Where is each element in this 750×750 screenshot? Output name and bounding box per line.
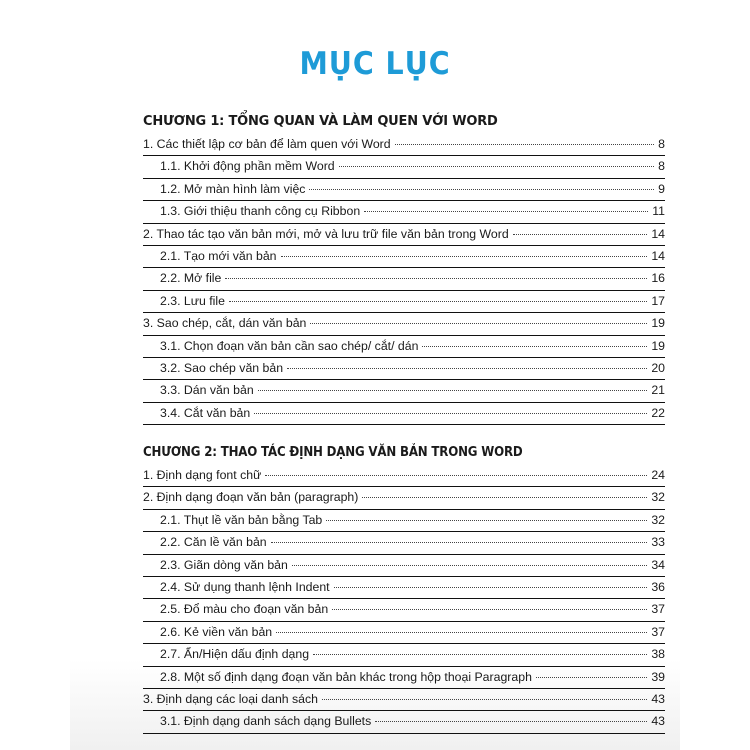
toc-entry-label: 2. Thao tác tạo văn bản mới, mở và lưu trữ file văn bản trong Word <box>143 226 509 241</box>
dot-leader <box>258 389 648 391</box>
dot-leader <box>313 653 647 655</box>
toc-entry <box>143 156 665 178</box>
dot-leader <box>287 367 647 369</box>
toc-entry-label: 3.2. Sao chép văn bản <box>160 360 284 375</box>
toc-entry-label: 2.3. Lưu file <box>160 293 225 308</box>
dot-leader <box>362 496 647 498</box>
chapter-heading: CHƯƠNG 1: TỔNG QUAN VÀ LÀM QUEN VỚI WORD <box>143 114 498 129</box>
dot-leader <box>422 345 647 347</box>
dot-leader <box>536 676 647 678</box>
toc-entry-label: 3.1. Chọn đoạn văn bản cần sao chép/ cắt/ dán <box>160 338 419 353</box>
toc-entry <box>143 510 665 532</box>
toc-entry-page-number: 32 <box>651 490 665 505</box>
toc-entry-page-number: 34 <box>651 557 665 572</box>
toc-entry-label: 1. Các thiết lập cơ bản để làm quen với Word <box>143 137 391 151</box>
toc-entry-label: 2.1. Thụt lề văn bản bằng Tab <box>160 512 323 527</box>
toc-entry-page-number: 11 <box>652 204 665 219</box>
toc-entry-label: 2.4. Sử dụng thanh lệnh Indent <box>160 580 330 595</box>
toc-entry-label: 3.4. Cắt văn bản <box>160 405 251 420</box>
toc-entry-page-number: 22 <box>651 405 665 420</box>
toc-entry-label: 3.1. Định dạng danh sách dạng Bullets <box>160 714 372 729</box>
document-page <box>70 0 680 750</box>
toc-entry <box>143 179 665 201</box>
toc-entry <box>143 577 665 599</box>
toc-entry <box>143 532 665 554</box>
toc-entry <box>143 336 665 358</box>
dot-leader <box>265 474 647 476</box>
toc-entry <box>143 465 665 487</box>
toc-entry <box>143 403 665 425</box>
toc-entry-page-number: 36 <box>651 580 665 595</box>
toc-entry <box>143 268 665 290</box>
dot-leader <box>364 210 648 212</box>
toc-entry <box>143 622 665 644</box>
toc-entry-label: 2.8. Một số định dạng đoạn văn bản khác trong hộp thoại Paragraph <box>160 669 532 684</box>
toc-entry <box>143 711 665 733</box>
chapter-heading: CHƯƠNG 2: THAO TÁC ĐỊNH DẠNG VĂN BẢN TRONG WORD <box>143 445 523 461</box>
toc-entry <box>143 555 665 577</box>
toc-entry-label: 2.6. Kẻ viền văn bản <box>160 624 273 639</box>
dot-leader <box>310 322 647 324</box>
toc-entry-label: 1.3. Giới thiệu thanh công cụ Ribbon <box>160 204 361 219</box>
toc-entry <box>143 689 665 711</box>
toc-entry-label: 1. Định dạng font chữ <box>143 468 262 483</box>
toc-entry-page-number: 24 <box>651 468 665 483</box>
toc-entry-page-number: 16 <box>651 271 665 286</box>
toc-entry-label: 2.5. Đổ màu cho đoạn văn bản <box>160 602 329 617</box>
dot-leader <box>332 608 647 610</box>
toc-entry <box>143 313 665 335</box>
toc-entry-page-number: 14 <box>651 248 665 263</box>
toc-entry <box>143 246 665 268</box>
toc-entry <box>143 644 665 666</box>
toc-entry <box>143 487 665 509</box>
toc-entry-page-number: 32 <box>651 512 665 527</box>
toc-entry <box>143 380 665 402</box>
dot-leader <box>271 541 648 543</box>
dot-leader <box>375 720 647 722</box>
dot-leader <box>326 519 647 521</box>
toc-entry <box>143 224 665 246</box>
toc-entry-page-number: 8 <box>658 137 665 151</box>
toc-entry-label: 1.2. Mở màn hình làm việc <box>160 181 306 196</box>
dot-leader <box>395 143 655 145</box>
dot-leader <box>309 188 654 190</box>
toc-entry-page-number: 33 <box>651 535 665 550</box>
toc-entry-label: 2.3. Giãn dòng văn bản <box>160 557 288 572</box>
page-title: MỤC LỤC <box>299 46 451 82</box>
toc-entry-page-number: 39 <box>651 669 665 684</box>
toc-entry-label: 3. Sao chép, cắt, dán văn bản <box>143 316 307 331</box>
toc-entry-page-number: 20 <box>651 360 665 375</box>
toc-entry-page-number: 8 <box>658 159 665 174</box>
dot-leader <box>281 255 648 257</box>
dot-leader <box>334 586 648 588</box>
toc-entry-page-number: 9 <box>658 181 665 196</box>
dot-leader <box>322 698 647 700</box>
dot-leader <box>225 277 647 279</box>
toc-entry <box>143 599 665 621</box>
dot-leader <box>292 564 647 566</box>
table-of-contents <box>143 110 665 734</box>
toc-entry-page-number: 14 <box>651 226 665 241</box>
dot-leader <box>339 165 655 167</box>
toc-entry-label: 2.1. Tạo mới văn bản <box>160 248 277 263</box>
dot-leader <box>229 300 647 302</box>
toc-entry-label: 2.2. Căn lề văn bản <box>160 535 267 550</box>
toc-entry-page-number: 38 <box>651 647 665 662</box>
toc-entry-page-number: 19 <box>651 338 665 353</box>
toc-entry <box>143 291 665 313</box>
toc-entry <box>143 134 665 156</box>
toc-entry-page-number: 17 <box>651 293 665 308</box>
toc-entry-label: 3. Định dạng các loại danh sách <box>143 691 319 706</box>
dot-leader <box>276 631 647 633</box>
toc-entry-page-number: 37 <box>651 624 665 639</box>
toc-entry-label: 2.2. Mở file <box>160 271 222 286</box>
toc-entry <box>143 201 665 223</box>
toc-entry-page-number: 37 <box>651 602 665 617</box>
toc-entry-page-number: 19 <box>651 316 665 331</box>
toc-entry-page-number: 43 <box>651 714 665 729</box>
toc-entry <box>143 358 665 380</box>
toc-entry-label: 2. Định dạng đoạn văn bản (paragraph) <box>143 490 359 505</box>
toc-entry-label: 3.3. Dán văn bản <box>160 383 254 398</box>
toc-entry-label: 2.7. Ẩn/Hiện dấu định dạng <box>160 647 310 662</box>
toc-entry-label: 1.1. Khởi động phần mềm Word <box>160 159 335 174</box>
dot-leader <box>513 233 648 235</box>
toc-entry <box>143 667 665 689</box>
dot-leader <box>254 412 647 414</box>
toc-entry-page-number: 21 <box>651 383 665 398</box>
toc-entry-page-number: 43 <box>651 691 665 706</box>
